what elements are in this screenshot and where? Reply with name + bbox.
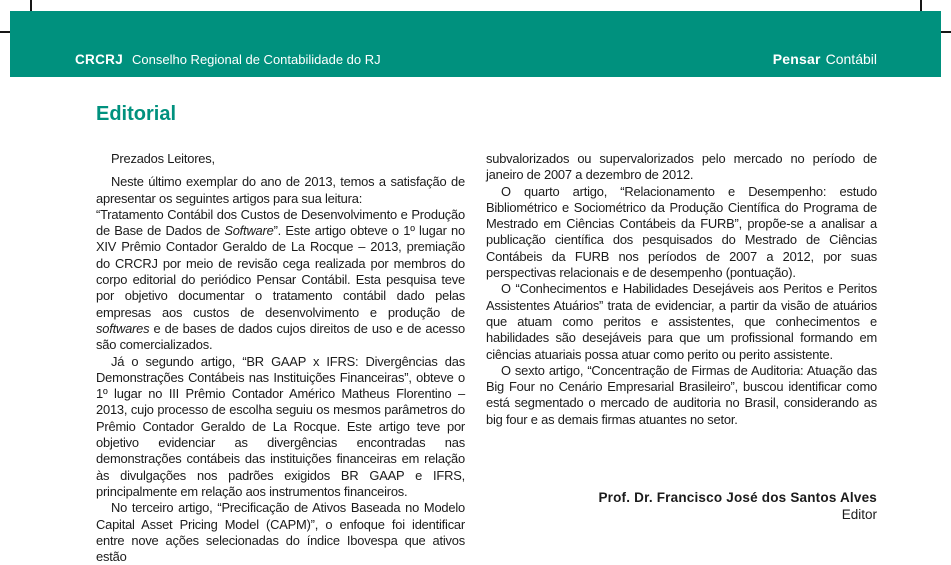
- organization-lockup: [75, 51, 381, 69]
- paragraph: [486, 281, 877, 362]
- signature-name: Prof. Dr. Francisco José dos Santos Alves: [598, 490, 877, 505]
- paragraph: [96, 207, 465, 354]
- organization-text: Conselho Regional de Contabilidade do RJ: [132, 52, 381, 67]
- editorial-page: [96, 103, 877, 565]
- brand-text: CRCRJ: [75, 52, 124, 67]
- paragraph: [96, 174, 465, 207]
- text-run: “Tratamento Contábil dos Custos de Desenvolvimento e Produção de Base de Dados de: [96, 206, 465, 239]
- italic-text: Software: [224, 223, 274, 239]
- text-run: O “Conhecimentos e Habilidades Desejáveis aos Peritos e Peritos Assistentes Atuários” trata de evidenciar, a partir da visão de atuários que atuam como peritos e assistentes, que conhecimentos e habilidades são desejáveis para que um profissional formando em ciências atuariais possa atuar como perito ou perito assistente.: [486, 281, 877, 362]
- text-run: e de bases de dados cujos direitos de uso e de acesso são comercializados.: [96, 320, 465, 353]
- text-run: Neste último exemplar do ano de 2013, temos a satisfação de apresentar os seguintes artigos para sua leitura:: [96, 174, 465, 206]
- paragraph: [486, 363, 877, 428]
- paragraph: [486, 184, 877, 282]
- left-column: [96, 151, 465, 565]
- journal-name-regular: Contábil: [825, 51, 877, 67]
- signature-block: [598, 489, 877, 523]
- header-banner: [10, 11, 941, 77]
- italic-text: softwares: [96, 320, 150, 336]
- text-run: ”. Este artigo obteve o 1º lugar no XIV Prêmio Contador Geraldo de La Rocque – 2013, premiação do CRCRJ por meio de revisão cega realizada por membros do corpo editorial do periódico Pensar Contábil. Esta pesquisa teve por objetivo documentar o tratamento contábil dado pelas empresas aos custos de desenvolvimento e produção de: [96, 223, 465, 320]
- paragraph: [486, 151, 877, 184]
- text-run: O quarto artigo, “Relacionamento e Desempenho: estudo Bibliométrico e Sociométrico da Produção Científica do Programa de Mestrado em Ciências Contábeis da FURB”, propõe-se a analisar a publicação científica dos pesquisados do Mestrado de Ciências Contábeis da FURB nos períodos de 2007 a 2012, por suas perspectivas relacionais e de desempenho (pontuação).: [486, 183, 877, 281]
- paragraph: [96, 151, 465, 167]
- paragraph: [96, 354, 465, 501]
- paragraph: [96, 500, 465, 565]
- text-run: O sexto artigo, “Concentração de Firmas de Auditoria: Atuação das Big Four no Cenário Empresarial Brasileiro”, buscou identificar como está segmentado o mercado de auditoria no Brasil, considerando as big four e as demais firmas atuantes no setor.: [486, 362, 877, 427]
- text-run: Prezados Leitores,: [111, 151, 215, 166]
- right-column: [486, 151, 877, 428]
- signature-role: Editor: [841, 507, 877, 522]
- journal-name: [773, 51, 877, 69]
- text-run: No terceiro artigo, “Precificação de Ativos Baseada no Modelo Capital Asset Pricing Model (CAPM)”, o enfoque foi identificar entre nove ações selecionadas do índice Ibovespa que ativos estão: [96, 500, 465, 565]
- text-run: Já o segundo artigo, “BR GAAP x IFRS: Divergências das Demonstrações Contábeis nas Instituições Financeiras”, obteve o 1º lugar no III Prêmio Contador Américo Matheus Florentino – 2013, cujo processo de escolha seguiu os mesmos parâmetros do Prêmio Contador Geraldo de La Rocque. Este artigo teve por objetivo evidenciar as divergências encontradas nas demonstrações contábeis das instituições financeiras em relação às divulgações nos padrões exigidos BR GAAP e IFRS, principalmente em relação aos instrumentos financeiros.: [96, 353, 465, 499]
- journal-name-bold: Pensar: [772, 51, 821, 67]
- page-title: Editorial: [96, 103, 177, 125]
- text-run: subvalorizados ou supervalorizados pelo mercado no período de janeiro de 2007 a dezembro de 2012.: [486, 151, 877, 183]
